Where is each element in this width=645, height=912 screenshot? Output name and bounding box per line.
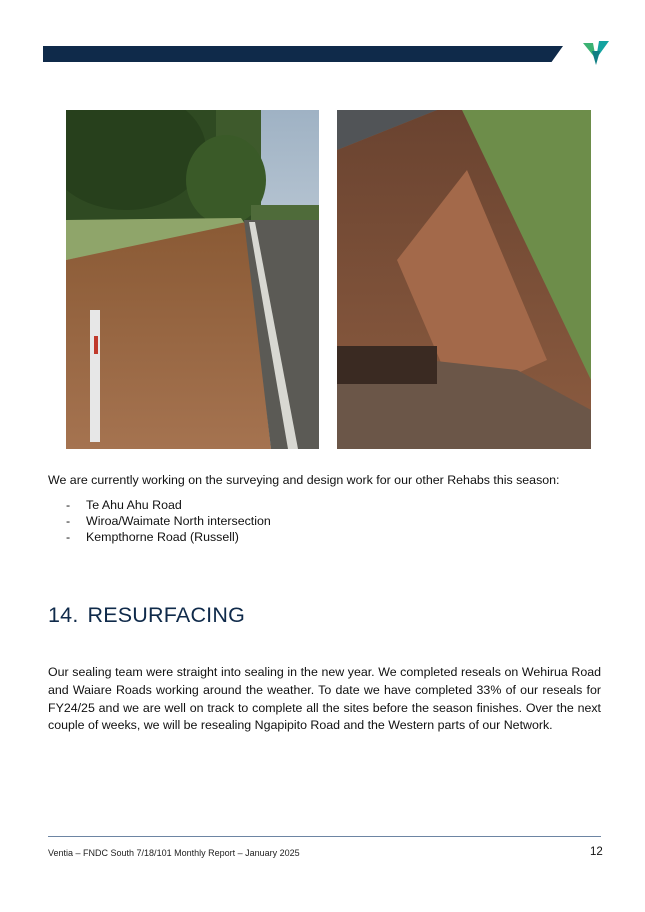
list-item-label: Te Ahu Ahu Road (86, 498, 182, 512)
header-bar (43, 46, 563, 62)
page-number: 12 (590, 846, 603, 858)
photo-excavated-trench (337, 110, 591, 449)
footer-divider (48, 836, 601, 837)
footer-report-title: Ventia – FNDC South 7/18/101 Monthly Report – January 2025 (48, 848, 300, 858)
photo-road-rehab-verge (66, 110, 319, 449)
rehab-site-list (66, 497, 271, 545)
list-item (66, 513, 271, 529)
list-dash: - (66, 514, 71, 528)
section-heading (48, 603, 245, 628)
list-item (66, 497, 271, 513)
section-number: 14. (48, 603, 79, 627)
rehab-intro-text: We are currently working on the surveying and design work for our other Rehabs this season: (48, 473, 560, 487)
ventia-logo-icon (583, 41, 609, 65)
list-item-label: Kempthorne Road (Russell) (86, 530, 239, 544)
list-dash: - (66, 498, 71, 512)
list-item-label: Wiroa/Waimate North intersection (86, 514, 271, 528)
list-item (66, 529, 271, 545)
list-dash: - (66, 530, 71, 544)
section-title: RESURFACING (87, 603, 245, 627)
resurfacing-paragraph: Our sealing team were straight into sealing in the new year. We completed reseals on Wehirua Road and Waiare Roads working around the weather. To date we have completed 33% of our reseals for FY24/25 and we are well on track to complete all the sites before the season finishes. Over the next couple of weeks, we will be resealing Ngapipito Road and the Western parts of our Network. (48, 665, 601, 733)
